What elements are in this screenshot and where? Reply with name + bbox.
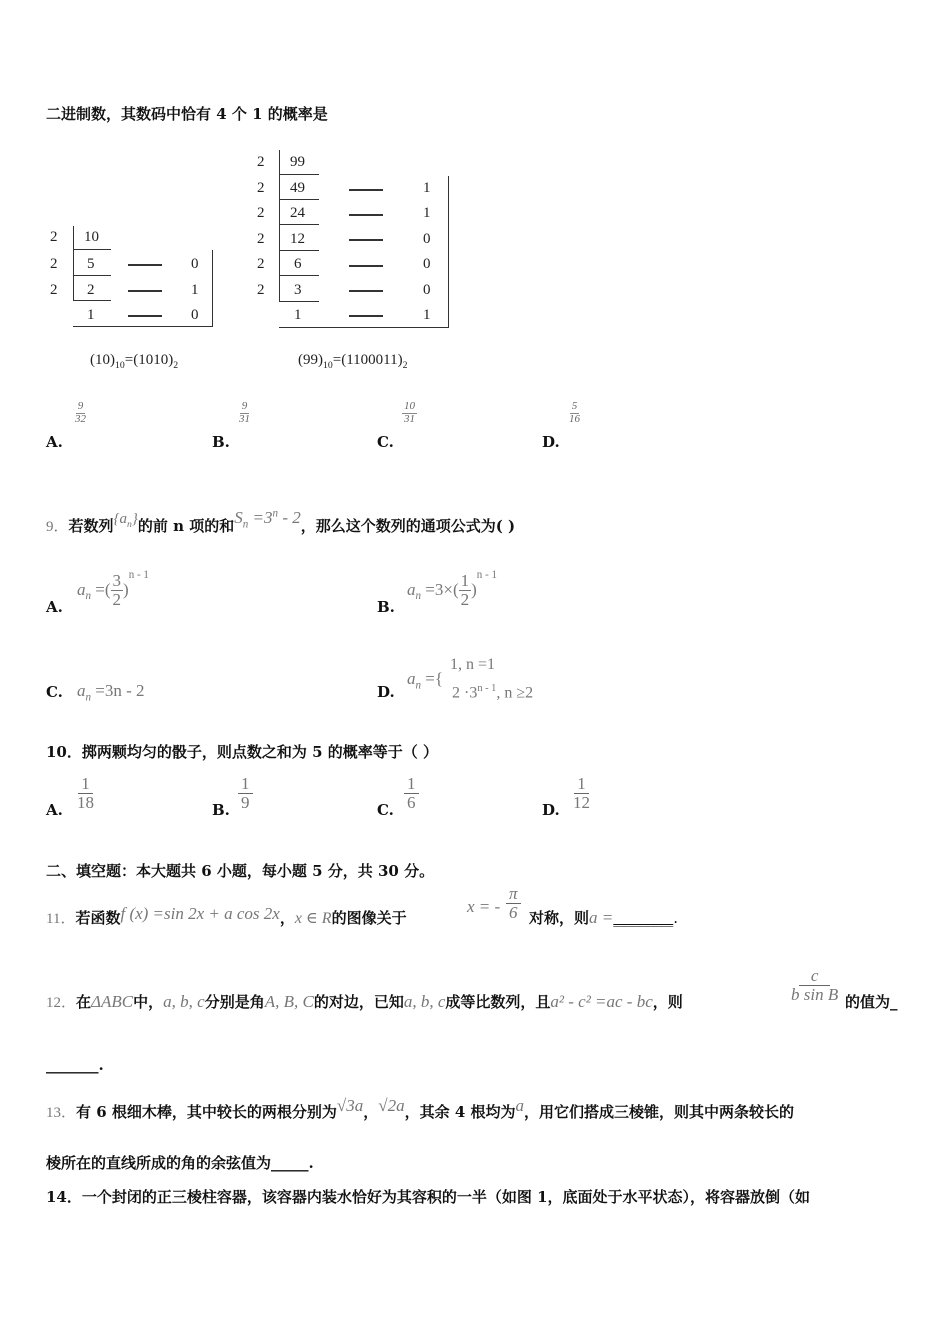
left-remainder: 0 bbox=[191, 307, 199, 323]
q12-fraction: $\frac{c}{\text{b sin B}}$ bbox=[791, 966, 839, 1004]
left-quotient: 5 bbox=[87, 256, 95, 272]
q9-option-c-letter[interactable]: C. bbox=[46, 683, 63, 701]
option-fraction: $\frac{9}{31}$ bbox=[239, 400, 250, 425]
option-letter[interactable]: D. bbox=[542, 801, 560, 819]
q9-option-b-formula: $a_n =3\times$( $\frac{1}{2}$ )$^{n - 1}$ bbox=[407, 569, 498, 609]
right-remainder: 0 bbox=[423, 231, 431, 247]
right-divisor: 2 bbox=[257, 256, 265, 272]
left-remainder: 0 bbox=[191, 256, 199, 272]
left-divisor: 2 bbox=[50, 256, 58, 272]
right-remainder: 1 bbox=[423, 180, 431, 196]
right-divisor: 2 bbox=[257, 180, 265, 196]
option-letter[interactable]: D. bbox=[542, 433, 560, 451]
right-caption: $(99)_{10}=(1100011)_2$ bbox=[298, 352, 408, 371]
q11-pi-over-6: $\frac{\pi}{6}$ bbox=[506, 885, 521, 922]
q13-stem: 13．有 6 根细木棒，其中较长的两根分别为√3a，√2a，其余 4 根均为a，用它们搭成三棱锥，则其中两条较长的 bbox=[46, 1096, 795, 1121]
right-remainder: 1 bbox=[423, 205, 431, 221]
left-divisor: 2 bbox=[50, 282, 58, 298]
right-quotient: 3 bbox=[294, 282, 302, 298]
q9-option-c-formula: $a_n =3n - 2$ bbox=[77, 681, 145, 704]
option-letter[interactable]: B. bbox=[212, 801, 230, 819]
q14-line1: 14．一个封闭的正三棱柱容器，该容器内装水恰好为其容积的一半（如图 1，底面处于水平状态），将容器放倒（如 bbox=[46, 1188, 811, 1206]
left-quotient: 10 bbox=[84, 229, 99, 245]
left-quotient: 1 bbox=[87, 307, 95, 323]
answer-blank[interactable]: ________ bbox=[613, 909, 674, 927]
right-quotient: 6 bbox=[294, 256, 302, 272]
option-letter[interactable]: C. bbox=[377, 433, 394, 451]
q9-option-a-letter[interactable]: A. bbox=[46, 598, 63, 616]
option-fraction: $\frac{1}{18}$ bbox=[77, 774, 94, 812]
q9-option-d-letter[interactable]: D. bbox=[377, 683, 395, 701]
right-divisor: 2 bbox=[257, 231, 265, 247]
option-fraction: $\frac{5}{16}$ bbox=[569, 400, 580, 425]
q8-stem-tail: 二进制数，其数码中恰有 4 个 1 的概率是 bbox=[46, 105, 328, 123]
option-letter[interactable]: A. bbox=[46, 801, 63, 819]
right-quotient: 49 bbox=[290, 180, 305, 196]
right-divisor: 2 bbox=[257, 205, 265, 221]
right-remainder: 0 bbox=[423, 256, 431, 272]
q12-stem: 12．在ΔABC中，a, b, c分别是角A, B, C的对边，已知a, b, c成等比数列，且a² - c² =ac - bc，则 bbox=[46, 992, 683, 1011]
q9-option-d-case2: $2 \cdot 3^{n - 1}$, n ≥2 bbox=[452, 683, 534, 702]
q11-tail: 对称，则a =________. bbox=[529, 908, 679, 927]
right-remainder: 0 bbox=[423, 282, 431, 298]
right-divisor: 2 bbox=[257, 282, 265, 298]
left-divisor: 2 bbox=[50, 229, 58, 245]
q10-stem: 10．掷两颗均匀的骰子，则点数之和为 5 的概率等于（ ） bbox=[46, 743, 438, 761]
option-fraction: $\frac{1}{9}$ bbox=[238, 775, 253, 812]
right-quotient: 99 bbox=[290, 154, 305, 170]
left-remainder: 1 bbox=[191, 282, 199, 298]
right-quotient: 1 bbox=[294, 307, 302, 323]
left-caption: $(10)_{10}=(1010)_2$ bbox=[90, 352, 179, 371]
q11-x-eq: x = - bbox=[467, 897, 501, 916]
right-quotient: 24 bbox=[290, 205, 305, 221]
right-remainder: 1 bbox=[423, 307, 431, 323]
section-heading: 二、填空题：本大题共 6 小题，每小题 5 分，共 30 分。 bbox=[46, 862, 435, 880]
right-divisor: 2 bbox=[257, 154, 265, 170]
option-letter[interactable]: C. bbox=[377, 801, 394, 819]
q9-option-b-letter[interactable]: B. bbox=[377, 598, 395, 616]
q12-line2[interactable]: _______. bbox=[46, 1056, 104, 1074]
q12-tail: 的值为_ bbox=[845, 993, 898, 1011]
q13-line2: 棱所在的直线所成的角的余弦值为_____. bbox=[46, 1154, 314, 1172]
option-fraction: $\frac{1}{6}$ bbox=[404, 775, 419, 812]
q9-option-a-formula: $a_n$ =( $\frac{3}{2}$ )$^{n - 1}$ bbox=[77, 569, 149, 609]
q9-stem: 9．若数列$\{a_n\}$的前 n 项的和$S_n =3^n - 2$，那么这个数列的通项公式为( ) bbox=[46, 507, 516, 535]
option-letter[interactable]: A. bbox=[46, 433, 63, 451]
left-quotient: 2 bbox=[87, 282, 95, 298]
option-fraction: $\frac{10}{31}$ bbox=[404, 400, 415, 425]
q9-option-d-formula: $a_n$ ={ bbox=[407, 669, 444, 692]
q9-option-d-case1: 1, n =1 bbox=[450, 656, 496, 673]
right-quotient: 12 bbox=[290, 231, 305, 247]
q11-stem: 11．若函数f (x) =sin 2x + a cos 2x，x ∈ R的图像关于 bbox=[46, 904, 407, 927]
option-letter[interactable]: B. bbox=[212, 433, 230, 451]
option-fraction: $\frac{1}{12}$ bbox=[573, 774, 590, 812]
option-fraction: $\frac{9}{32}$ bbox=[75, 400, 86, 425]
